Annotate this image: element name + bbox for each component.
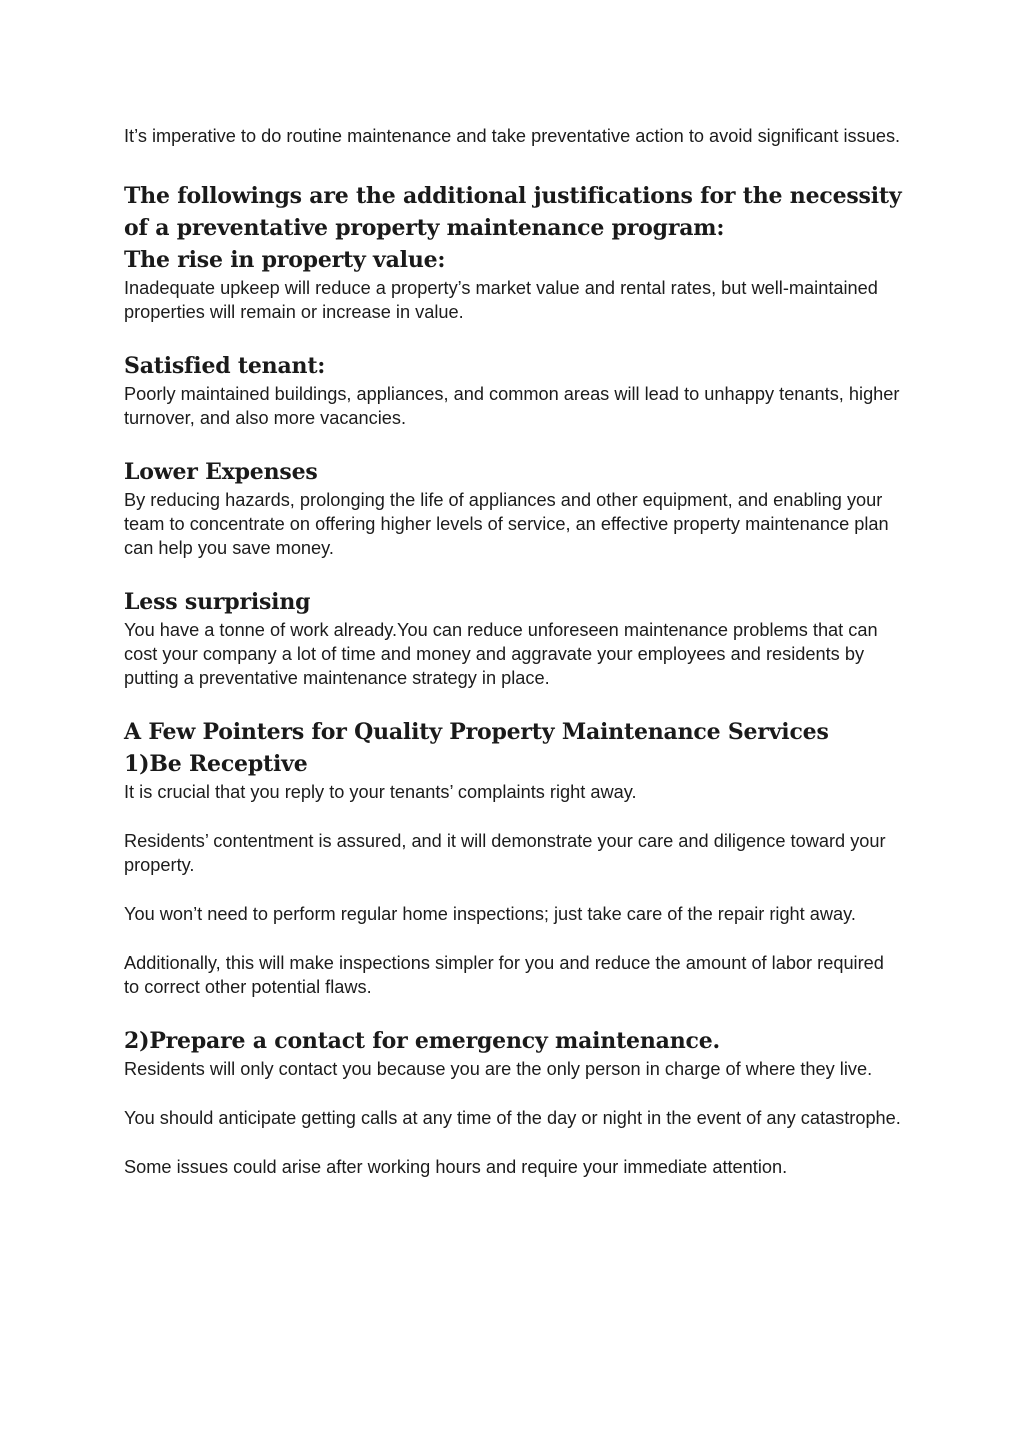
receptive-paragraph-2: Residents’ contentment is assured, and it will demonstrate your care and diligence toward your property. — [124, 831, 886, 875]
surprising-paragraph: You have a tonne of work already.You can reduce unforeseen maintenance problems that can cost your company a lot of time and money and aggravate your employees and residents by putting a preventative maintenance strategy in place. — [124, 620, 878, 688]
emergency-heading: 2)Prepare a contact for emergency maintenance. — [124, 1028, 720, 1054]
intro-paragraph: It’s imperative to do routine maintenance and take preventative action to avoid significant issues. — [124, 126, 901, 146]
emergency-paragraph-2: You should anticipate getting calls at any time of the day or night in the event of any catastrophe. — [124, 1108, 901, 1128]
tenant-heading: Satisfied tenant: — [124, 353, 326, 379]
justifications-heading: The followings are the additional justifications for the necessity of a preventative property maintenance program: — [124, 183, 902, 241]
receptive-paragraph-3: You won’t need to perform regular home inspections; just take care of the repair right away. — [124, 904, 856, 924]
pointers-heading: A Few Pointers for Quality Property Maintenance Services — [124, 719, 829, 745]
emergency-paragraph-3: Some issues could arise after working hours and require your immediate attention. — [124, 1157, 788, 1177]
expenses-paragraph: By reducing hazards, prolonging the life of appliances and other equipment, and enabling your team to concentrate on offering higher levels of service, an effective property maintenance plan can help you save money. — [124, 490, 889, 558]
emergency-paragraph-1: Residents will only contact you because you are the only person in charge of where they live. — [124, 1059, 873, 1079]
property-value-heading: The rise in property value: — [124, 247, 446, 273]
receptive-paragraph-4: Additionally, this will make inspections simpler for you and reduce the amount of labor required to correct other potential flaws. — [124, 953, 884, 997]
property-value-paragraph: Inadequate upkeep will reduce a property’s market value and rental rates, but well-maintained properties will remain or increase in value. — [124, 278, 878, 322]
surprising-heading: Less surprising — [124, 589, 311, 615]
expenses-heading: Lower Expenses — [124, 459, 318, 485]
receptive-paragraph-1: It is crucial that you reply to your tenants’ complaints right away. — [124, 782, 637, 802]
receptive-heading: 1)Be Receptive — [124, 751, 308, 777]
document-page — [124, 124, 904, 1179]
tenant-paragraph: Poorly maintained buildings, appliances, and common areas will lead to unhappy tenants, higher turnover, and also more vacancies. — [124, 384, 900, 428]
